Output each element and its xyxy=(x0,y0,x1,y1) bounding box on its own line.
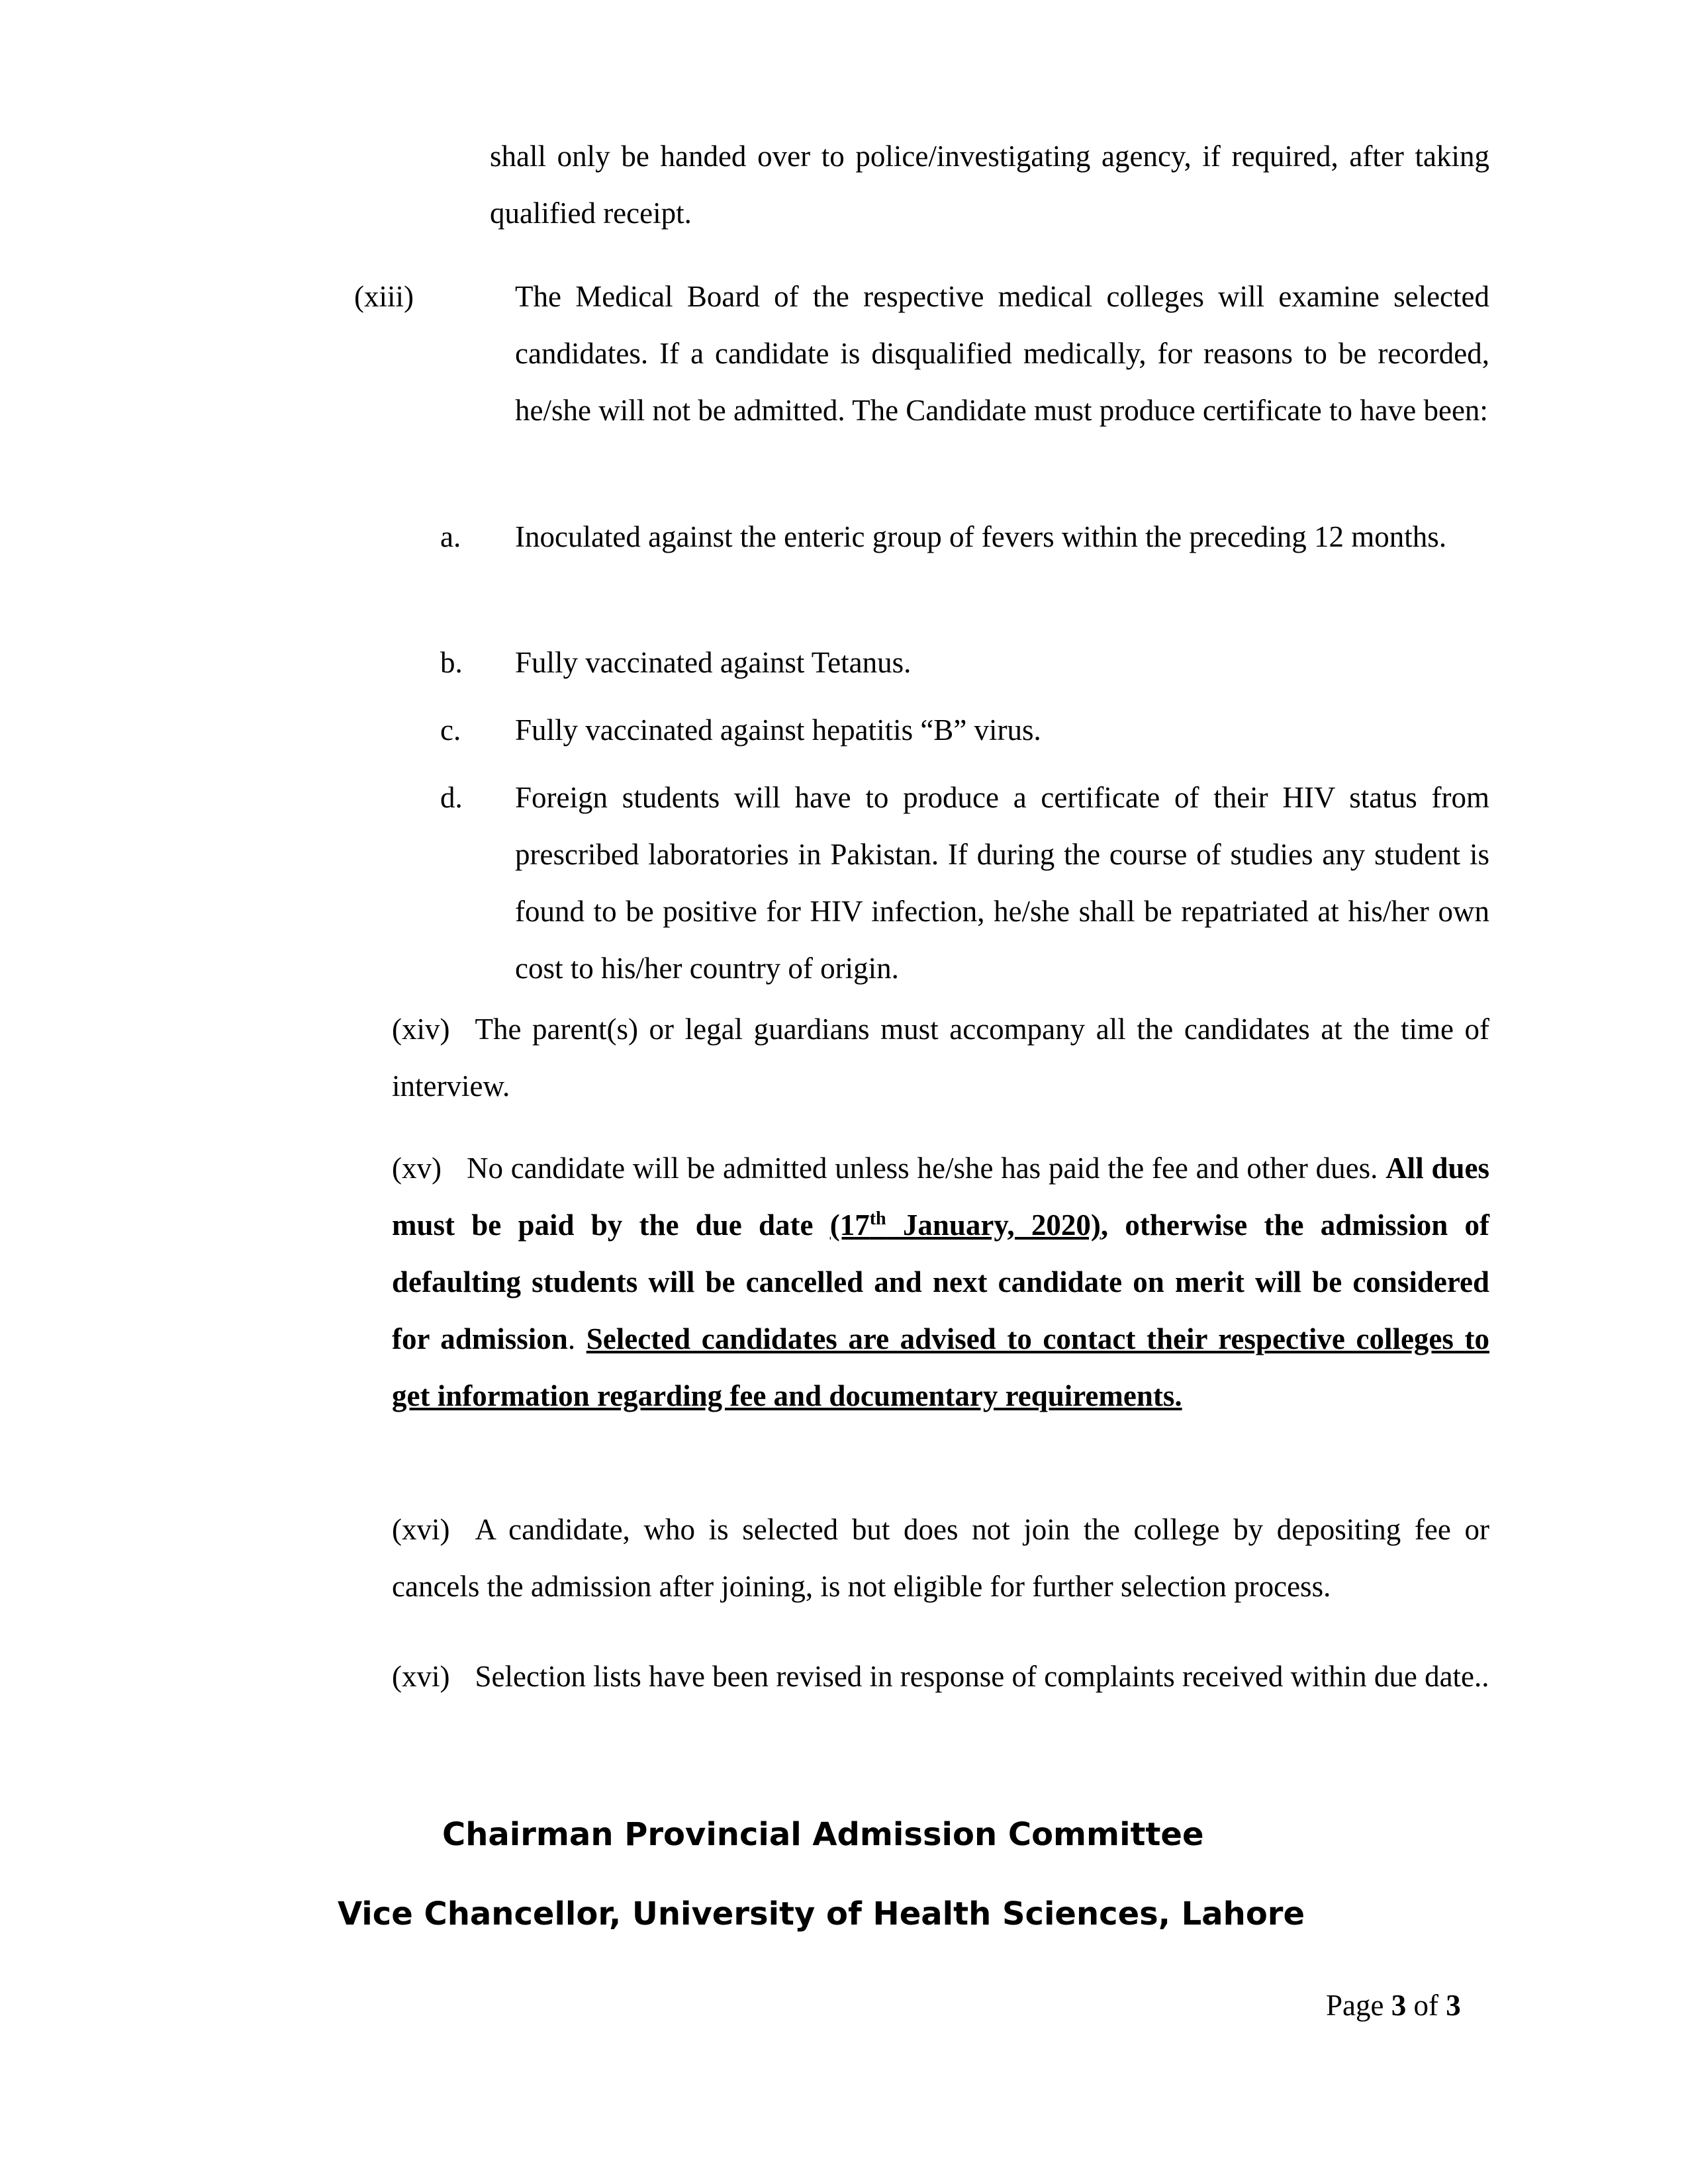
item-xiii-label: (xiii) xyxy=(354,280,414,313)
subitem-b-text: Fully vaccinated against Tetanus. xyxy=(515,646,912,679)
subitem-a-label: a. xyxy=(440,520,461,553)
item-xvi-a xyxy=(392,1501,1489,1615)
subitem-d-label: d. xyxy=(440,781,463,814)
item-xvi-b-text: Selection lists have been revised in response of complaints received within due date.. xyxy=(475,1660,1489,1693)
page-number: Page 3 of 3 xyxy=(1326,1989,1461,2022)
item-xiv-label: (xiv) xyxy=(392,1013,450,1046)
subitem-d-text: Foreign students will have to produce a certificate of their HIV status from prescribed laboratories in Pakistan. If during the course of studies any student is found to be positive for HIV infection, he/she shall be repatriated at his/her own cost to his/her country of origin. xyxy=(515,781,1489,985)
item-xiv-text: The parent(s) or legal guardians must accompany all the candidates at the time of interview. xyxy=(392,1013,1489,1103)
page-total: 3 xyxy=(1446,1989,1461,2022)
subitem-c-text: Fully vaccinated against hepatitis “B” virus. xyxy=(515,713,1041,747)
item-xvi-a-text: A candidate, who is selected but does not join the college by depositing fee or cancels the admission after joining, is not eligible for further selection process. xyxy=(392,1513,1489,1603)
item-xv-bold-after-date: , otherwise the admission of defaulting students will be cancelled and next candidate on merit will be considered for admission xyxy=(392,1208,1490,1355)
item-xv-bold-intro: All dues must be paid by the due date xyxy=(392,1152,1490,1242)
item-xiii-text: The Medical Board of the respective medical colleges will examine selected candidates. If a candidate is disqualified medically, for reasons to be recorded, he/she will not be admitted. The Candidate must produce certificate to have been: xyxy=(515,280,1489,427)
subitem-c-label: c. xyxy=(440,713,461,747)
due-date: (17th January, 2020) xyxy=(829,1208,1101,1242)
signature-line-2: Vice Chancellor, University of Health Sciences, Lahore xyxy=(338,1895,1305,1933)
signature-line-1: Chairman Provincial Admission Committee xyxy=(442,1816,1204,1853)
item-xvi-a-label: (xvi) xyxy=(392,1513,450,1546)
item-xiv xyxy=(392,1001,1489,1115)
continuation-paragraph: shall only be handed over to police/investigating agency, if required, after taking qualified receipt. xyxy=(490,140,1489,230)
item-xv-text: No candidate will be admitted unless he/she has paid the fee and other dues. xyxy=(466,1152,1378,1185)
item-xvi-b xyxy=(392,1648,1489,1705)
item-xv xyxy=(392,1140,1489,1424)
item-xv-underlined-notice: Selected candidates are advised to contact their respective colleges to get information regarding fee and documentary requirements. xyxy=(392,1322,1490,1412)
item-xv-label: (xv) xyxy=(392,1152,442,1185)
subitem-a-text: Inoculated against the enteric group of fevers within the preceding 12 months. xyxy=(515,520,1447,553)
item-xv-period: . xyxy=(567,1322,576,1355)
page-current: 3 xyxy=(1391,1989,1407,2022)
subitem-b-label: b. xyxy=(440,646,463,679)
item-xvi-b-label: (xvi) xyxy=(392,1660,450,1693)
